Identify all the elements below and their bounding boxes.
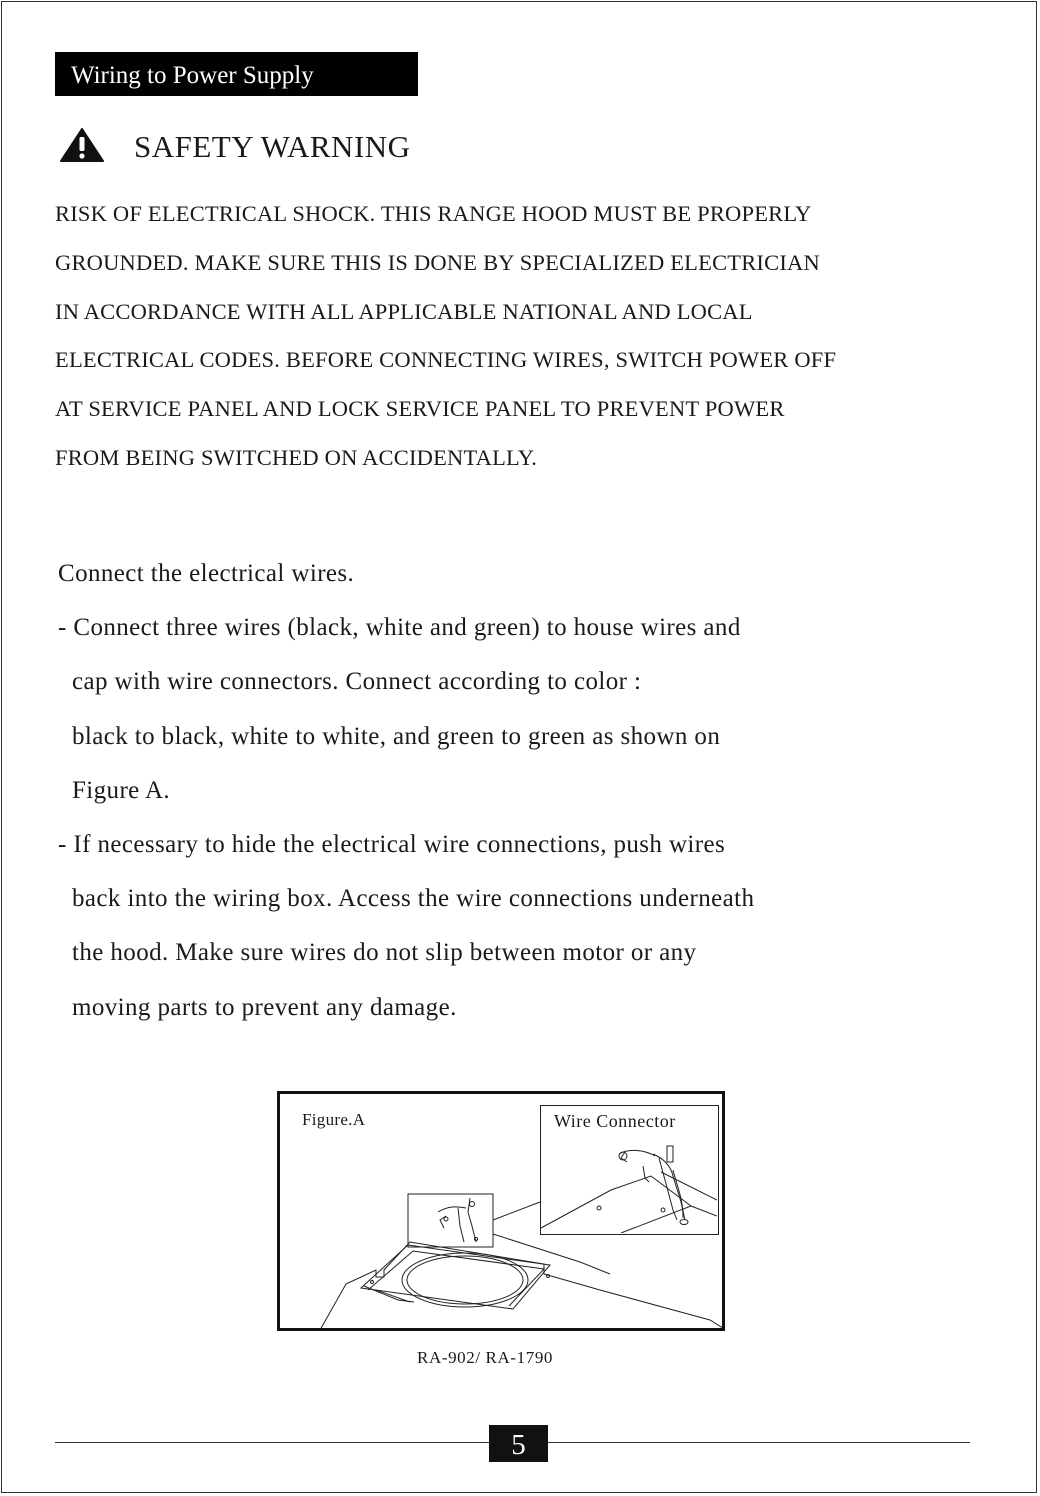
instruction-line: Connect the electrical wires. [58,560,355,587]
page-number: 5 [489,1425,548,1462]
instruction-line: the hood. Make sure wires do not slip between motor or any [72,939,697,967]
instruction-line: cap with wire connectors. Connect according to color : [72,668,642,696]
instruction-line: moving parts to prevent any damage. [72,993,457,1021]
model-caption: RA-902/ RA-1790 [417,1348,554,1367]
warning-line: RISK OF ELECTRICAL SHOCK. THIS RANGE HOOD MUST BE PROPERLY [55,201,812,226]
instruction-line: - If necessary to hide the electrical wire connections, push wires [58,831,726,859]
instructions [58,547,938,1035]
warning-line: IN ACCORDANCE WITH ALL APPLICABLE NATIONAL AND LOCAL [55,298,753,324]
section-header: Wiring to Power Supply [55,52,418,96]
figure-label: Figure.A [302,1110,366,1129]
figure-a [277,1091,725,1331]
warning-title: SAFETY WARNING [134,129,411,164]
instruction-line: - Connect three wires (black, white and green) to house wires and [58,614,741,642]
warning-line: GROUNDED. MAKE SURE THIS IS DONE BY SPECIALIZED ELECTRICIAN [55,249,820,275]
instruction-line: black to black, white to white, and green to green as shown on [72,722,721,750]
warning-line: FROM BEING SWITCHED ON ACCIDENTALLY. [55,444,538,470]
wire-connector-inset [540,1105,719,1235]
instruction-line: Figure A. [72,776,171,804]
warning-line: ELECTRICAL CODES. BEFORE CONNECTING WIRES, SWITCH POWER OFF [55,347,837,373]
instruction-line: back into the wiring box. Access the wire connections underneath [72,885,755,913]
warning-line: AT SERVICE PANEL AND LOCK SERVICE PANEL TO PREVENT POWER [55,396,785,422]
warning-text [55,190,955,483]
warning-triangle-icon [60,128,104,162]
inset-label: Wire Connector [554,1111,676,1131]
